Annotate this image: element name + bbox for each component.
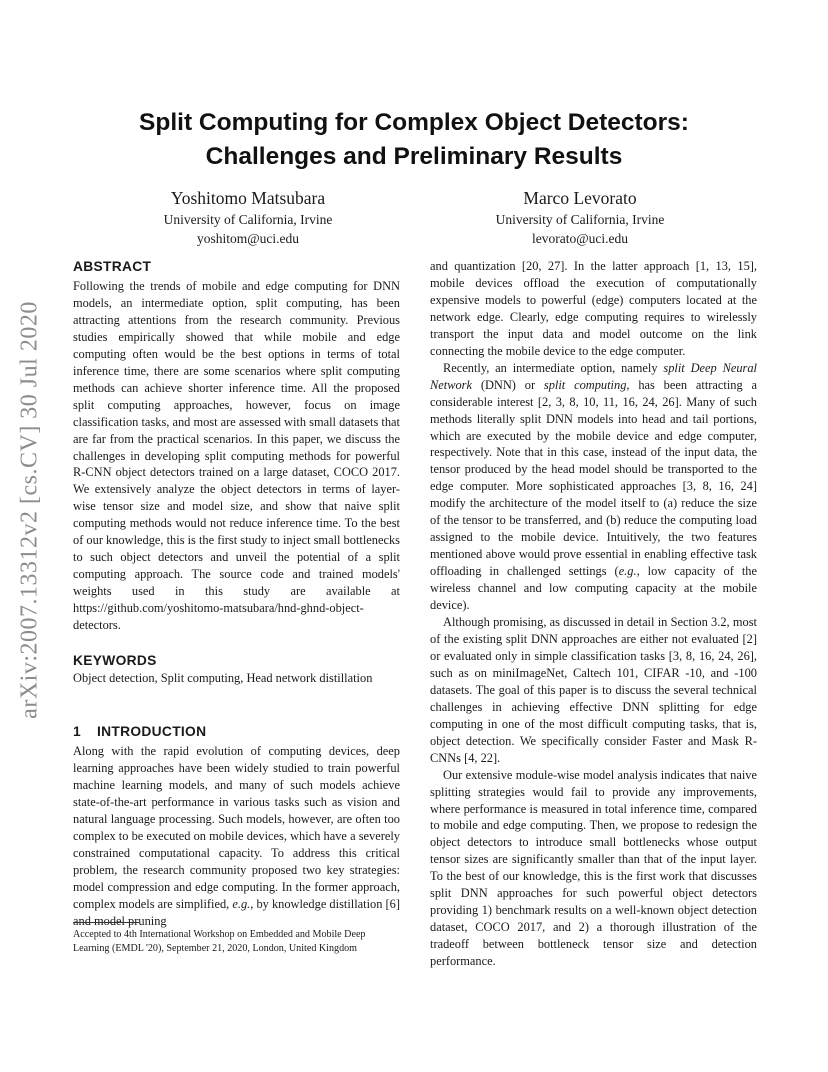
footnote-rule [73, 922, 139, 923]
author-affiliation: University of California, Irvine [495, 212, 665, 227]
text-run: Along with the rapid evolution of computing devices, deep learning approaches have been widely studied to train powerful machine learning models, and many of such models achieve state-of-the-art performance in various tasks such as vision and natural language processing. Such models, however, are often too complex to be executed on mobile devices, which have a severely constrained computational capacity. To address this critical problem, the research community proposed two key strategies: model compression and edge computing. In the former approach, complex models are simplified, [73, 743, 400, 911]
introduction-paragraph-3: Although promising, as discussed in detail in Section 3.2, most of the existing split DNN approaches are either not evaluated [2] or evaluated only in simple classification tasks [3, 8, 16, 24, 26], such as on miniImageNet, Caltech 101, CIFAR -10, and -100 datasets. The goal of this paper is to discuss the several technical challenges in achieving effective DNN splitting for edge computing in one of the most difficult computing tasks, that is, object detection. We specifically consider Faster and Mask R-CNNs [4, 22]. [430, 615, 757, 765]
introduction-paragraph-1 [73, 743, 400, 929]
author-block-1 [108, 186, 388, 248]
title-line-2: Challenges and Preliminary Results [205, 143, 623, 170]
author-email: levorato@uci.edu [531, 231, 629, 246]
author-affiliation: University of California, Irvine [163, 212, 333, 227]
title-line-1: Split Computing for Complex Object Detectors: [139, 109, 689, 136]
paper-title [80, 106, 748, 174]
text-run: , by knowledge distillation [6] and model pruning [73, 896, 400, 928]
right-column [430, 258, 757, 970]
introduction-paragraph-2 [430, 360, 757, 614]
text-run: , has been attracting a considerable interest [2, 3, 8, 10, 11, 16, 24, 26]. Many of such methods literally split DNN models into head and tail portions, which are executed by the mobile device and edge computer, respectively. Note that in this case, instead of the input data, the tensor produced by the head model should be transported to the edge computer. More sophisticated approaches [3, 8, 16, 24] modify the architecture of the model itself to (a) reduce the size of the tensor to be transferred, and (b) reduce the computing load assigned to the mobile device. Intuitively, the two features mentioned above would prove essential in enabling effective task offloading in challenged settings ( [430, 377, 757, 579]
author-name: Yoshitomo Matsubara [170, 188, 326, 208]
left-column [73, 258, 400, 929]
section-title: INTRODUCTION [96, 723, 207, 739]
introduction-paragraph-1-continued: and quantization [20, 27]. In the latter approach [1, 13, 15], mobile devices offload the execution of computationally expensive models to powerful (edge) computers located at the network edge. Clearly, edge computing requires to wirelessly transport the input data and model outcome on the link connecting the mobile device to the edge computer. [430, 259, 757, 358]
keywords-text: Object detection, Split computing, Head network distillation [73, 671, 373, 686]
arxiv-identifier-text: arXiv:2007.13312v2 [cs.CV] 30 Jul 2020 [16, 301, 43, 719]
abstract-text: Following the trends of mobile and edge computing for DNN models, an intermediate option, split computing, has been attracting attentions from the research community. Previous studies empirically showed that while mobile and edge computing often would be the best options in terms of total inference time, there are some scenarios where split computing methods can achieve shorter inference time. All the proposed split computing approaches, however, focus on image classification tasks, and most are assessed with small datasets that are far from the practical scenarios. In this paper, we discuss the challenges in developing split computing methods for powerful R-CNN object detectors trained on a large dataset, COCO 2017. We extensively analyze the object detectors in terms of layer-wise tensor size and model size, and show that naive split computing methods would not reduce inference time. To the best of our knowledge, this is the first study to inject small bottlenecks to such object detectors and unveil the potential of a split computing approach. The source code and trained models' weights used in this study are available at https://github.com/yoshitomo-matsubara/hnd-ghnd-object-detectors. [73, 279, 400, 633]
text-run-italic: split Deep Neural Network [430, 360, 757, 392]
abstract-heading: ABSTRACT [73, 259, 152, 274]
introduction-paragraph-1-start [73, 743, 400, 929]
section-number: 1 [73, 723, 81, 739]
text-run: , low capacity of the wireless channel and low computing capacity at the mobile device). [430, 564, 757, 613]
text-run: (DNN) or [472, 377, 544, 392]
introduction-heading [73, 723, 400, 741]
footnote: Accepted to 4th International Workshop on Embedded and Mobile Deep Learning (EMDL '20), September 21, 2020, London, United Kingdom [73, 929, 366, 954]
text-run: Recently, an intermediate option, namely [443, 360, 664, 375]
text-run-italic: e.g. [232, 896, 251, 911]
text-run-italic: split computing [543, 377, 627, 392]
introduction-paragraph-4: Our extensive module-wise model analysis indicates that naive splitting strategies would fail to provide any improvements, where performance is measured in total inference time, compared to mobile and edge computing. Then, we propose to redesign the object detectors to introduce small bottlenecks whose output tensor sizes are significantly smaller than that of the input layer. To the best of our knowledge, this is the first work that discusses split DNN approaches for such powerful object detectors providing 1) benchmark results on a well-known object detection dataset, COCO 2017, and 2) a thorough illustration of the tradeoff between bottleneck tensor size and detection performance. [430, 767, 757, 969]
author-email: yoshitom@uci.edu [196, 231, 300, 246]
author-block-2 [440, 186, 720, 248]
author-name: Marco Levorato [523, 188, 637, 208]
text-run-italic: e.g. [618, 564, 637, 579]
keywords-heading: KEYWORDS [73, 653, 157, 669]
